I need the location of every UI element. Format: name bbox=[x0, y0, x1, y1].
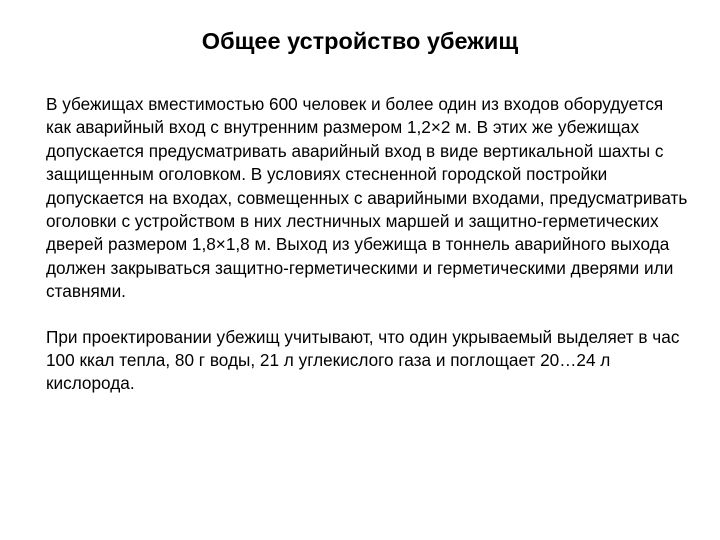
paragraph-emergency-exits: В убежищах вместимостью 600 человек и более один из входов оборудуется как аварийный вход с внутренним размером 1,2×2 м. В этих же убежищах допускается предусматривать аварийный вход в виде вертикальной шахты с защищенным оголовком. В условиях стесненной городской постройки допускается на входах, совмещенных с аварийными входами, предусматривать оголовки с устройством в них лестничных маршей и защитно-герметических дверей размером 1,8×1,8 м. Выход из убежища в тоннель аварийного выхода должен закрываться защитно-герметическими и герметическими дверями или ставнями. bbox=[46, 94, 688, 302]
slide-body bbox=[46, 93, 688, 396]
slide-title: Общее устройство убежищ bbox=[201, 28, 519, 54]
paragraph-occupant-requirements: При проектировании убежищ учитывают, что один укрываемый выделяет в час 100 ккал тепла, 80 г воды, 21 л углекислого газа и поглощает 20…24 л кислорода. bbox=[46, 326, 680, 394]
